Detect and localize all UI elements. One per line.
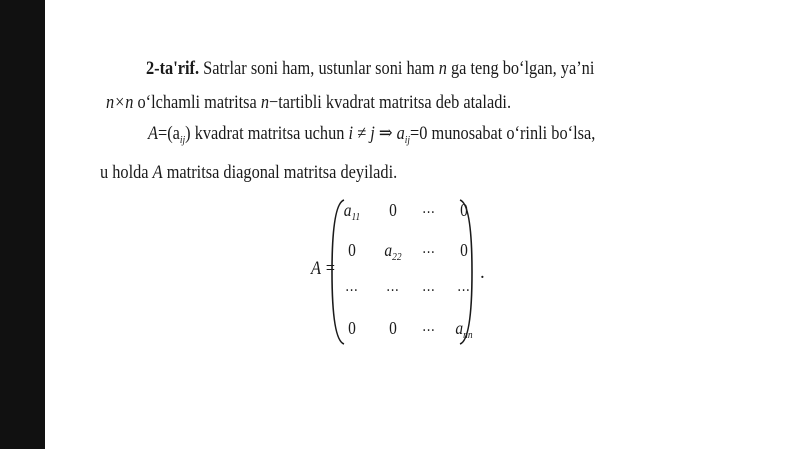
index-subscript: ij xyxy=(404,134,411,146)
matrix-cell-value: ... xyxy=(386,278,400,295)
definition-text: matritsa diagonal matritsa deyiladi. xyxy=(166,162,398,183)
matrix-cell-4-1 xyxy=(337,318,368,339)
video-letterbox-bar xyxy=(0,0,45,449)
matrix-cell-1-4 xyxy=(449,200,480,221)
definition-text: o‘lchamli matritsa xyxy=(137,92,257,113)
matrix-label: A = xyxy=(311,258,336,279)
matrix-cell-value: ... xyxy=(345,278,359,295)
matrix-cell-subscript: 22 xyxy=(392,251,402,263)
matrix-cell-2-2 xyxy=(378,240,409,263)
definition-text: −tartibli kvadrat matritsa deb ataladi. xyxy=(269,92,512,113)
variable-n: n xyxy=(260,92,270,113)
index-subscript: ij xyxy=(179,134,186,146)
matrix-cell-value: ... xyxy=(422,278,436,295)
definition-text: u holda xyxy=(100,162,149,183)
matrix-cell-3-1 xyxy=(337,278,368,296)
definition-label: 2-ta'rif. xyxy=(146,58,200,79)
matrix-cell-value: ... xyxy=(457,278,471,295)
matrix-cell-4-4 xyxy=(449,318,480,341)
matrix-cell-4-3 xyxy=(414,318,445,336)
condition-formula: i ≠ j ⇒ a xyxy=(348,123,405,144)
matrix-cell-value: ... xyxy=(422,200,436,217)
definition-text: ga teng bo‘lgan, ya’ni xyxy=(450,58,595,79)
matrix-cell-2-1 xyxy=(337,240,368,261)
matrix-cell-2-4 xyxy=(449,240,480,261)
matrix-cell-3-2 xyxy=(378,278,409,296)
matrix-cell-value: 0 xyxy=(348,318,356,338)
matrix-cell-value: 0 xyxy=(460,200,468,220)
matrix-cell-value: 0 xyxy=(389,200,397,220)
matrix-cell-3-3 xyxy=(414,278,445,296)
matrix-cell-4-2 xyxy=(378,318,409,339)
matrix-cell-1-2 xyxy=(378,200,409,221)
definition-line-4 xyxy=(100,162,397,184)
variable-n: n xyxy=(438,58,447,79)
matrix-symbol: A xyxy=(152,162,163,183)
matrix-cell-value: a xyxy=(455,318,464,338)
matrix-cell-subscript: nn xyxy=(463,329,473,341)
matrix-cell-value: 0 xyxy=(348,240,356,260)
matrix-cell-value: ... xyxy=(422,240,436,257)
matrix-symbol: A xyxy=(148,123,158,144)
definition-line-1 xyxy=(146,58,594,80)
definition-line-3 xyxy=(148,122,595,146)
matrix-cell-value: a xyxy=(384,240,393,260)
matrix-equation: ) xyxy=(185,123,191,144)
matrix-cell-value: a xyxy=(343,200,352,220)
matrix-cell-1-1 xyxy=(337,200,368,223)
matrix-cell-subscript: 11 xyxy=(351,211,361,223)
document-page xyxy=(45,0,800,449)
matrix-cell-2-3 xyxy=(414,240,445,258)
matrix-cell-value: 0 xyxy=(389,318,397,338)
matrix-size: n×n xyxy=(106,92,134,113)
condition-formula: =0 xyxy=(410,123,428,144)
matrix-cell-1-3 xyxy=(414,200,445,218)
definition-text: kvadrat matritsa uchun xyxy=(194,123,345,144)
definition-text: Satrlar soni ham, ustunlar soni ham xyxy=(203,58,435,79)
definition-text: munosabat o‘rinli bo‘lsa, xyxy=(431,123,596,144)
definition-line-2 xyxy=(106,92,511,114)
matrix-end-mark: . xyxy=(480,262,485,283)
matrix-cell-value: 0 xyxy=(460,240,468,260)
matrix-equation: =(a xyxy=(157,123,180,144)
matrix-cell-3-4 xyxy=(449,278,480,296)
matrix-cell-value: ... xyxy=(422,318,436,335)
